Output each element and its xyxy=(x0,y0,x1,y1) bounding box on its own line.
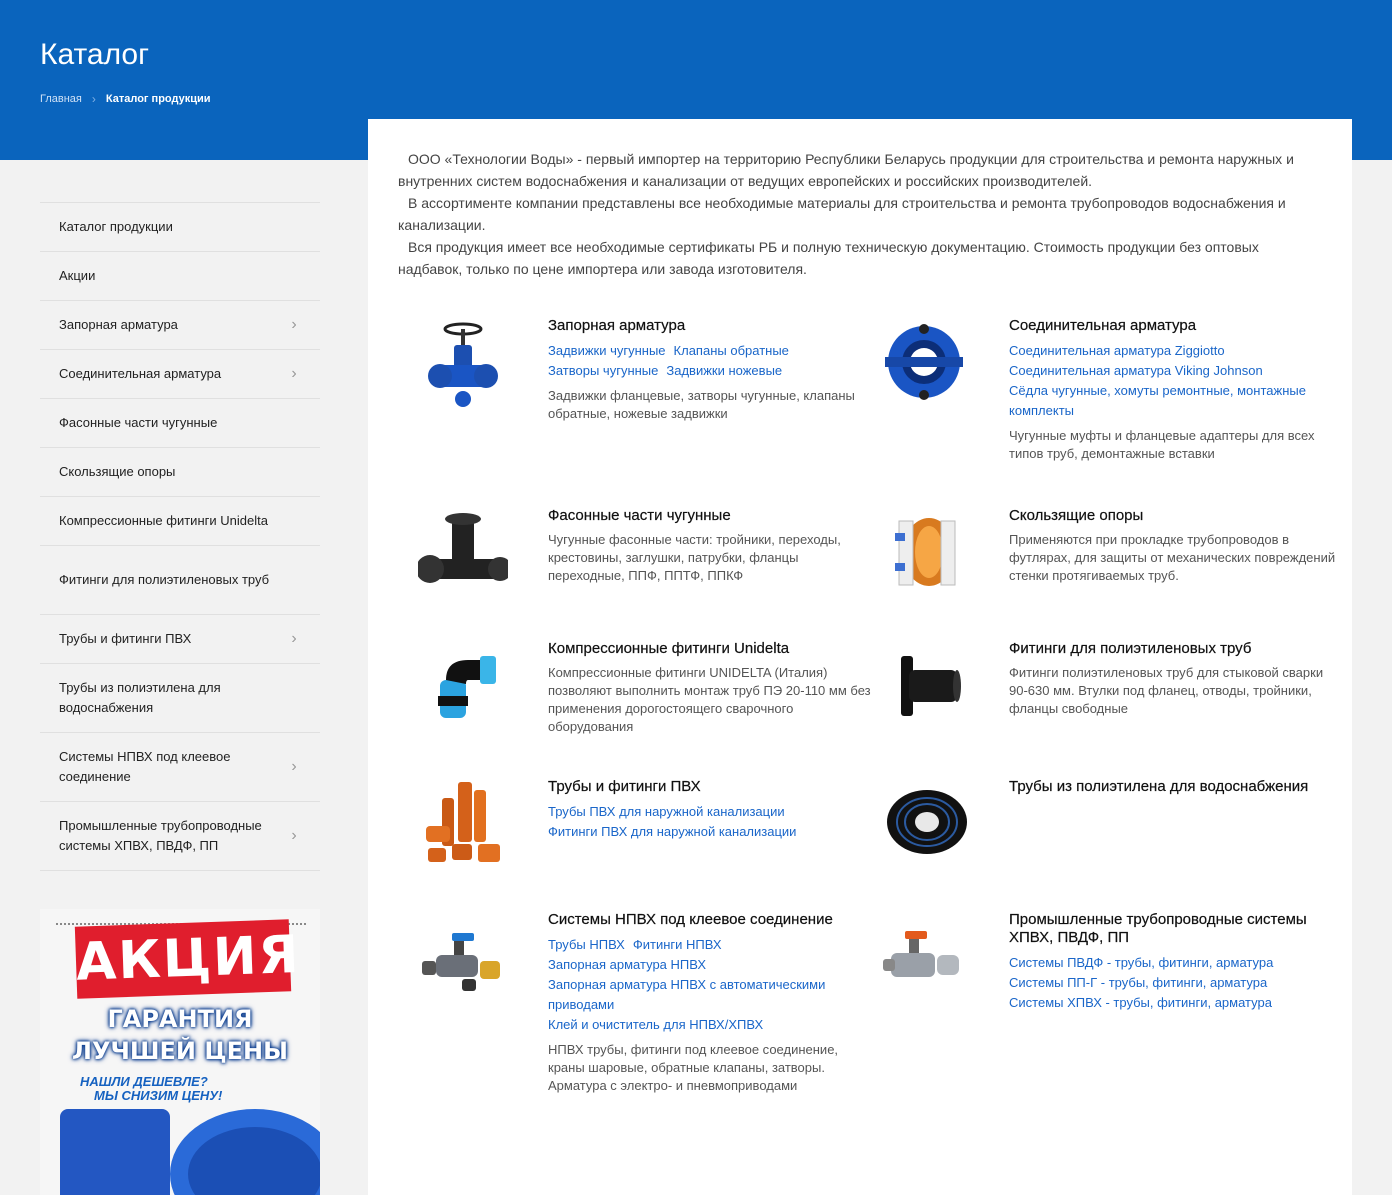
category-description: Применяются при прокладке трубопроводов в футлярах, для защиты от механических повреждений стенки протягиваемых труб. xyxy=(1009,532,1336,583)
category-image[interactable] xyxy=(879,778,969,868)
category-title[interactable]: Скользящие опоры xyxy=(1009,507,1144,524)
sidebar-item-label: Фитинги для полиэтиленовых труб xyxy=(59,572,270,587)
category-image[interactable] xyxy=(418,911,508,1001)
sidebar-item[interactable] xyxy=(40,733,320,802)
category-links xyxy=(548,802,878,842)
sidebar-item[interactable] xyxy=(40,664,320,733)
sidebar-item[interactable] xyxy=(40,399,320,448)
sidebar-item-label: Трубы и фитинги ПВХ xyxy=(59,631,192,646)
sidebar-item-label: Скользящие опоры xyxy=(59,464,176,479)
category-title[interactable]: Системы НПВХ под клеевое соединение xyxy=(548,911,833,928)
promo-line-2: ЛУЧШЕЙ ЦЕНЫ xyxy=(72,1037,288,1065)
promo-banner[interactable] xyxy=(40,909,320,1195)
breadcrumb xyxy=(40,92,211,106)
category-description: Чугунные муфты и фланцевые адаптеры для всех типов труб, демонтажные вставки xyxy=(1009,428,1315,461)
category-image[interactable] xyxy=(879,911,969,1001)
category-description: Чугунные фасонные части: тройники, переходы, крестовины, заглушки, патрубки, фланцы переходные, ППФ, ППТФ, ППКФ xyxy=(548,532,841,583)
sidebar-item-label: Соединительная арматура xyxy=(59,366,222,381)
intro-text xyxy=(398,148,1318,280)
category-title[interactable]: Запорная арматура xyxy=(548,317,686,334)
category-title[interactable]: Фитинги для полиэтиленовых труб xyxy=(1009,640,1252,657)
category-image[interactable] xyxy=(418,778,508,868)
category-links xyxy=(1009,341,1339,421)
category-title[interactable]: Трубы и фитинги ПВХ xyxy=(548,778,701,795)
category-link[interactable]: Клапаны обратные xyxy=(673,343,789,358)
category-link[interactable]: Задвижки чугунные xyxy=(548,343,666,358)
category-image[interactable] xyxy=(418,317,508,407)
category-description: Фитинги полиэтиленовых труб для стыковой сварки 90-630 мм. Втулки под фланец, отводы, тройники, фланцы свободные xyxy=(1009,665,1324,716)
promo-product-image xyxy=(60,1109,170,1195)
promo-line-1: ГАРАНТИЯ xyxy=(107,1005,253,1033)
category-title[interactable]: Промышленные трубопроводные системы ХПВХ, ПВДФ, ПП xyxy=(1009,911,1307,946)
sidebar-item[interactable] xyxy=(40,252,320,301)
sidebar-item[interactable] xyxy=(40,448,320,497)
category-links xyxy=(1009,953,1339,1013)
sidebar-item-label: Каталог продукции xyxy=(59,219,173,234)
category-image[interactable] xyxy=(418,640,508,730)
category-link[interactable]: Трубы ПВХ для наружной канализации xyxy=(548,804,785,819)
intro-paragraph: Вся продукция имеет все необходимые сертификаты РБ и полную техническую документацию. Стоимость продукции без оптовых надбавок, только по цене импортера или завода изготовителя. xyxy=(398,239,1259,277)
category-link[interactable]: Фитинги ПВХ для наружной канализации xyxy=(548,824,797,839)
intro-paragraph: ООО «Технологии Воды» - первый импортер на территорию Республики Беларусь продукции для строительства и ремонта наружных и внутренних систем водоснабжения и канализации от ведущих европейских и российских производителей. xyxy=(398,151,1294,189)
sidebar-item[interactable] xyxy=(40,802,320,871)
category-description: Компрессионные фитинги UNIDELTA (Италия) позволяют выполнить монтаж труб ПЭ 20-110 мм без применения дорогостоящего сварочного оборудования xyxy=(548,665,871,734)
sidebar-item-label: Компрессионные фитинги Unidelta xyxy=(59,513,268,528)
chevron-right-icon[interactable]: › xyxy=(291,827,297,844)
category-title[interactable]: Фасонные части чугунные xyxy=(548,507,731,524)
sidebar-item[interactable] xyxy=(40,350,320,399)
sidebar-item[interactable] xyxy=(40,546,320,615)
breadcrumb-home-link[interactable]: Главная xyxy=(40,93,82,105)
category-link[interactable]: Запорная арматура НПВХ xyxy=(548,957,707,972)
category-link[interactable]: Системы ПВДФ - трубы, фитинги, арматура xyxy=(1009,955,1274,970)
promo-subtext xyxy=(80,1075,222,1103)
category-link[interactable]: Клей и очиститель для НПВХ/ХПВХ xyxy=(548,1017,764,1032)
sidebar-item-label: Трубы из полиэтилена для водоснабжения xyxy=(59,680,221,715)
sidebar-menu xyxy=(40,202,320,871)
chevron-right-icon[interactable]: › xyxy=(291,316,297,333)
category-link[interactable]: Запорная арматура НПВХ с автоматическими приводами xyxy=(548,977,826,1012)
category-link[interactable]: Задвижки ножевые xyxy=(666,363,783,378)
chevron-right-icon[interactable]: › xyxy=(291,630,297,647)
promo-sub-2: МЫ СНИЗИМ ЦЕНУ! xyxy=(94,1088,223,1103)
sidebar-item-label: Системы НПВХ под клеевое соединение xyxy=(59,749,231,784)
category-title[interactable]: Соединительная арматура xyxy=(1009,317,1197,334)
chevron-right-icon[interactable]: › xyxy=(291,758,297,775)
category-description: Задвижки фланцевые, затворы чугунные, клапаны обратные, ножевые задвижки xyxy=(548,388,855,421)
promo-sub-1: НАШЛИ ДЕШЕВЛЕ? xyxy=(80,1074,208,1089)
category-image[interactable] xyxy=(418,507,508,597)
category-link[interactable]: Фитинги НПВХ xyxy=(632,937,722,952)
category-link[interactable]: Системы ХПВХ - трубы, фитинги, арматура xyxy=(1009,995,1272,1010)
sidebar-item[interactable] xyxy=(40,203,320,252)
breadcrumb-current: Каталог продукции xyxy=(105,93,211,105)
category-link[interactable]: Сёдла чугунные, хомуты ремонтные, монтажные комплекты xyxy=(1009,383,1306,418)
sidebar-item[interactable] xyxy=(40,615,320,664)
sidebar-item-label: Запорная арматура xyxy=(59,317,178,332)
sidebar-item[interactable] xyxy=(40,497,320,546)
chevron-right-icon[interactable]: › xyxy=(291,365,297,382)
promo-pipe-image xyxy=(170,1109,320,1195)
category-description: НПВХ трубы, фитинги под клеевое соединение, краны шаровые, обратные клапаны, затворы. Арматура с электро- и пневмоприводами xyxy=(548,1042,839,1093)
category-image[interactable] xyxy=(879,317,969,407)
category-link[interactable]: Трубы НПВХ xyxy=(548,937,625,952)
category-title[interactable]: Компрессионные фитинги Unidelta xyxy=(548,640,790,657)
breadcrumb-separator-icon: › xyxy=(91,92,96,106)
page-title: Каталог xyxy=(40,38,150,71)
category-link[interactable]: Затворы чугунные xyxy=(548,363,659,378)
sidebar-item-label: Промышленные трубопроводные системы ХПВХ, ПВДФ, ПП xyxy=(59,818,262,853)
category-image[interactable] xyxy=(879,640,969,730)
promo-headline: АКЦИЯ xyxy=(75,919,291,998)
sidebar-item[interactable] xyxy=(40,301,320,350)
category-links xyxy=(548,935,878,1035)
category-link[interactable]: Соединительная арматура Viking Johnson xyxy=(1009,363,1263,378)
catalog-panel xyxy=(368,119,1352,1195)
intro-paragraph: В ассортименте компании представлены все необходимые материалы для строительства и ремонта трубопроводов водоснабжения и канализации. xyxy=(398,195,1286,233)
category-link[interactable]: Соединительная арматура Ziggiotto xyxy=(1009,343,1225,358)
sidebar-item-label: Акции xyxy=(59,268,96,283)
category-title[interactable]: Трубы из полиэтилена для водоснабжения xyxy=(1009,778,1309,795)
category-links xyxy=(548,341,878,381)
category-image[interactable] xyxy=(879,507,969,597)
category-link[interactable]: Системы ПП-Г - трубы, фитинги, арматура xyxy=(1009,975,1268,990)
sidebar-item-label: Фасонные части чугунные xyxy=(59,415,218,430)
